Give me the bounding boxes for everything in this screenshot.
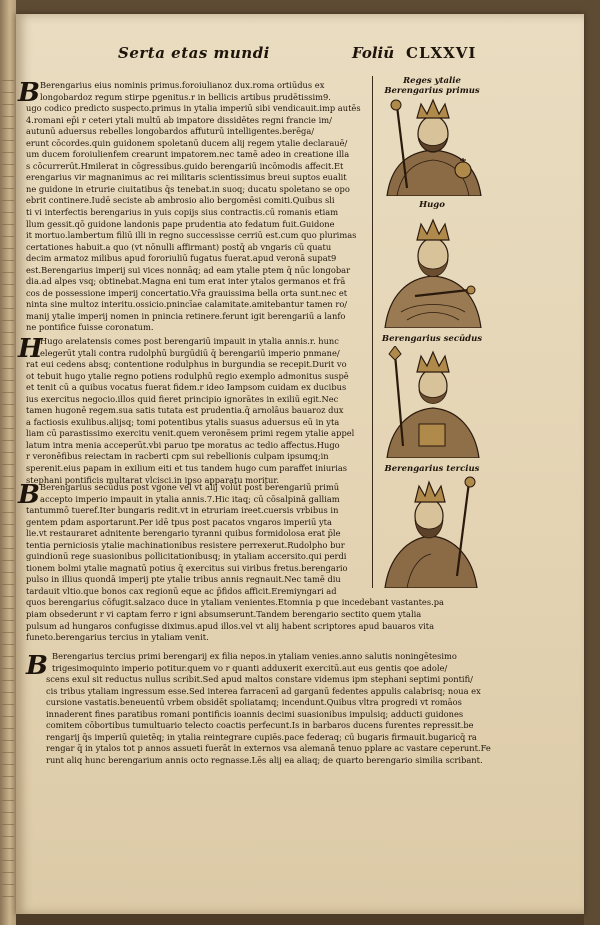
- text-line: rengarij q̄s imperiū quietēq; in ytalia reintegrare cupiēs.pace federaq; cū bugaris firmauit.bugaricq̄ ra: [46, 731, 477, 742]
- text-block-berengarius-iii: [26, 651, 502, 766]
- text-line: erunt cōcordes.quin guidonem spoletanū ducem alij regem ytalie declarauē/: [26, 137, 348, 148]
- text-line: cis tribus ytaliam ingressum esse.Sed interea farracenī ad garganū fedentes appulis calabrisq; noua ex: [46, 685, 481, 696]
- text-line: Hugo arelatensis comes post berengariū impauit in ytalia annis.r. hunc: [40, 336, 339, 346]
- text-line: est.Berengarius imperij sui vices nonnāq; ad eam ytalie ptem q̄ nūc longobar: [26, 264, 351, 275]
- text-column-hugo: [18, 334, 372, 486]
- text-line: Berengarius tercius primi berengarij ex filia nepos.in ytaliam venies.anno salutis noningētesimo: [52, 651, 457, 661]
- text-line: comitem cōbortibus tumultuario telecto coactis perfecunt.Is in barbaros ducens furentes repressit.be: [46, 720, 474, 731]
- text-line: ti vi interfectis berengarius in yuis copijs sius contractis.cū romanis etiam: [26, 207, 339, 218]
- text-line: piam obsederunt r vi captam ferro r igni absumserunt.Tandem berengario sectito quem ytalia: [26, 609, 422, 620]
- text-line: runt aliq hunc berengarium annis octo regnasse.Lēs alij ea aliaq; de quarto berengario similia scribant.: [46, 754, 483, 765]
- text-line: elegerūt ytali contra rudolphū burgūdiū q̄ berengariū imperio pnmane/: [40, 347, 340, 358]
- text-line: it mortuo.lambertum filiū illi in regno successisse cerriū est.cum quo plurimas: [26, 230, 357, 241]
- caption-hugo: Hugo: [419, 200, 445, 210]
- text-line: tionem bolmi ytalie magnatū potius q̄ exercitus sui viribus fretus.berengario: [26, 562, 348, 573]
- text-line: funeto.berengarius tercius in ytaliam venit.: [26, 632, 209, 643]
- text-line: cos de possessione imperij concertatio.Vr̄a grauissima bella orta sunt.nec et: [26, 287, 348, 298]
- woodcut-king-2: [377, 212, 489, 328]
- crown-icon: [415, 482, 445, 502]
- text-line: ius exercitus negocio.illos quid fieret principio ignorātes in exiliū egit.Nec: [26, 393, 339, 404]
- woodcut-king-4: [377, 476, 489, 588]
- caption-berengarius-iii: Berengarius tercius: [384, 464, 480, 474]
- text-line: ne guidone in etrurie ciuitatibus q̄s tenebat.in suoq; ducatu spoletano se opo: [26, 183, 350, 194]
- text-line: guindionū rege suasionibus pollicitationibusq; in ytaliam accersito.qui perdi: [26, 551, 347, 562]
- text-line: Berengarius secūdus post vgone vel vt alij volūt post berengariū primū: [40, 482, 340, 492]
- running-title: Serta etas mundi: [118, 44, 270, 62]
- portrait-berengarius-i: [377, 96, 489, 196]
- text-line: ugo codico predicto suspecto.primus in ytalia imperiū sibi vendicauit.imp autēs: [26, 103, 361, 114]
- portrait-column: [372, 76, 491, 588]
- text-line: erengarius vir magnanimus ac rei militaris scientissimus breui suptos eualit: [26, 172, 347, 183]
- text-line: tantummō tueref.Iter bungaris redit.vt in etruriam ireet.cuersis vrbibus in: [26, 505, 339, 516]
- crown-icon: [417, 220, 449, 240]
- folio-label: Foliū: [352, 44, 395, 62]
- crown-icon: [417, 352, 449, 372]
- text-line: s cōcurrerūt.Hmilerat in cōgressibus.guido berengariū incōmodis affecit.Et: [26, 160, 344, 171]
- book-page: [16, 14, 584, 914]
- drop-cap-b: B: [18, 78, 40, 108]
- text-line: ot tebuit hugo ytalie regno potiens rodulphū regio exemplo admonitus suspē: [26, 370, 349, 381]
- text-line: manij ytalie imperij nomen in pnincia retinere.ferunt igit berengariū a lanfo: [26, 310, 346, 321]
- text-line: stephani pontificis multarat vlcisci.in ipso apparatu moritur.: [26, 474, 280, 485]
- text-line: autunū aduersus rebelles longobardos affuturū intelligentes.berēga/: [26, 126, 315, 137]
- text-line: r veronēfibus reiectam in racberti cpm sui rebellionis culpam ipsumq;in: [26, 451, 329, 462]
- text-line: a factiosis exulibus.alijsq; tomi potentibus ytalis suasus aduersus eū in yta: [26, 416, 340, 427]
- text-line: ne pontifice fuisse coronatum.: [26, 322, 154, 333]
- text-line: dia.ad alpes vsq; obtinebat.Magna eni tum erat inter ytalos germanos et frā: [26, 276, 346, 287]
- caption-berengarius-primus: Berengarius primus: [384, 86, 480, 96]
- caption-berengarius-ii: Berengarius secūdus: [381, 334, 483, 344]
- text-line: cursione vastatis.beneuentū vrbem obsidēt spoliatamq; incendunt.Quibus vltra progredi vt romāos: [46, 697, 462, 708]
- portrait-berengarius-ii: [377, 346, 489, 458]
- woodcut-king-1: [377, 96, 489, 196]
- crown-icon: [417, 100, 449, 118]
- text-line: sperenit.eius papam in exilium eiti et tus tandem hugo cum paraffet iniurias: [26, 463, 348, 474]
- text-line: tamen hugonē regem.sua satis tutata est prudentia.q̄ arnolāus bauaroz dux: [26, 405, 344, 416]
- caption-reges-ytalie: Reges ytalie: [403, 76, 461, 86]
- woodcut-king-3: [377, 346, 489, 458]
- page-bottom-edge: [16, 914, 584, 925]
- text-line: Berengarius eius nominis primus.foroiulianoz dux.roma ortiūdus ex: [40, 80, 325, 90]
- portrait-berengarius-iii: [377, 476, 489, 588]
- drop-cap-b3: B: [26, 651, 48, 681]
- previous-page-edge: [0, 0, 16, 925]
- drop-cap-h: H: [18, 334, 43, 364]
- orb-icon: [455, 162, 471, 178]
- text-line: 4.romani ep̄i r ceteri ytali multū ab impatore dissidētes regni francie im/: [26, 114, 332, 125]
- text-line: longobardoz regum stirpe pgenitus.r in bellicis artibus prudētissim9.: [40, 91, 331, 102]
- text-line: rengar q̄ in ytalos tot p annos assueti fuerāt in externos vsa alemanā tenuo pplare ac vastare ceperunt.Fe: [46, 743, 491, 754]
- text-line: lie.vt restauraret adnitente berengario tyranni quibus formidolosa erat p̄le: [26, 528, 341, 539]
- text-line: accepto imperio impauit in ytalia annis.7.Hic itaq; cū cōsalpinā galliam: [40, 493, 340, 504]
- text-line: certationes habuit.a quo (vt nōnulli affirmant) postq̄ ab vngaris cū quatu: [26, 241, 332, 252]
- text-line: innaderent fines paratibus romani pontificis ioannis decimi suasionibus impulsiq; adducti guidones: [46, 708, 464, 719]
- folio-number: CLXXVI: [406, 44, 477, 62]
- text-line: rat eui cedens absq; contentione rodulphus in burgundia se recepit.Durit vo: [26, 359, 347, 370]
- text-line: tentia perniciosis ytalie machinationibus resistere perrexerut.Rudolpho bur: [26, 539, 345, 550]
- text-line: ninta sine multoz interitu.ossicio.pnincīae calamitate.amitebantur tamen ro/: [26, 299, 348, 310]
- text-line: pulso in illius quondā imperij pte ytalie tribus annis regnauit.Nec tamē diu: [26, 574, 341, 585]
- text-line: um ducem foroiulienfem crearunt impatorem.nec tamē adeo in creatione illa: [26, 149, 350, 160]
- text-line: ebrit continere.Iudē seciste ab ambrosio alio bergomēsi comiti.Quibus sli: [26, 195, 335, 206]
- text-column-upper: [18, 78, 366, 334]
- text-line: et tenit cū a quibus vocatus fuerat fidem.r ideo Iampsom cuidam ex ducibus: [26, 382, 347, 393]
- text-line: latum intra menia acceperūt.vbi paruo tpe moratus ac tedio affectus.Hugo: [26, 439, 340, 450]
- text-line: pulsum ad hungaros confugisse diximus.apud illos.vel vt alij habent scriptores apud bauaros vita: [26, 620, 435, 631]
- text-line: quos berengarius cōfugit.salzaco duce in ytaliam venientes.Etomnia p que incedebant vastantes.pa: [26, 597, 444, 608]
- text-line: trigesimoquinto imperio potitur.quem vo r quanti adduxerit exercitū.aut eus gentis qoe adole/: [52, 662, 448, 673]
- drop-cap-b2: B: [18, 480, 40, 510]
- text-line: gentem pdam asportarunt.Per idē tpus post pacatos vngaros imperiū yta: [26, 516, 332, 527]
- text-line: decim armatoz milibus apud fororiuliū fugatus fuerat.apud veronā supat9: [26, 253, 337, 264]
- text-line: tardauit vltio.que bonos cax regionū eque ac p̄fidos afficit.Eremiyngari ad: [26, 585, 337, 596]
- text-column-berengarius-ii: [18, 480, 444, 644]
- text-line: liam cū parastissimo exercitu venit.quem veronēsem primi regem ytalie appel: [26, 428, 355, 439]
- text-line: scens exul sit reductus nullus scribit.Sed apud maltos constare videmus ipm stephani septimi pontifi/: [46, 674, 473, 685]
- portrait-hugo: [377, 212, 489, 328]
- text-line: llum gessit.qō guidone landonis pape prudentia ato fedatum fuit.Guidone: [26, 218, 335, 229]
